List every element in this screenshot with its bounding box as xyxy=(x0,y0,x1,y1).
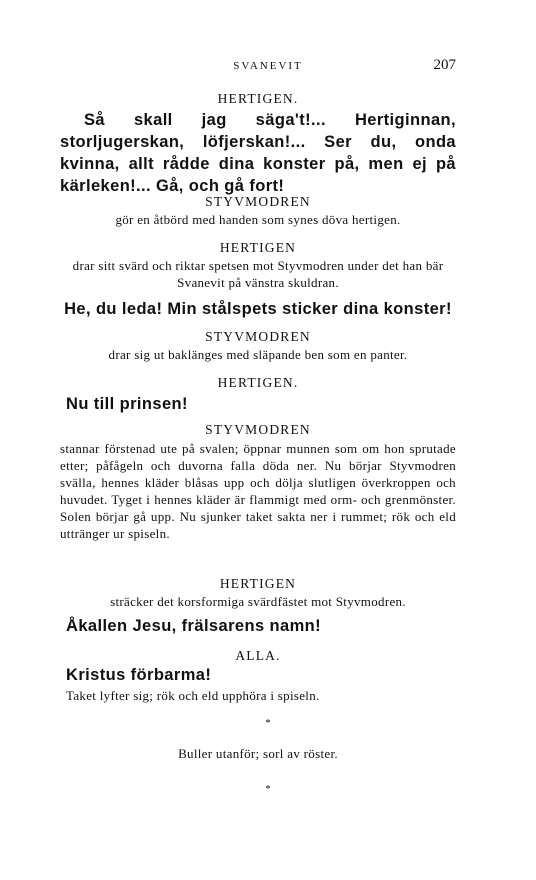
speech-alla: Kristus förbarma! xyxy=(66,666,212,684)
speaker-hertigen-1: HERTIGEN. xyxy=(217,91,299,106)
stage-direction-6: Taket lyfter sig; rök och eld upphöra i spiseln. xyxy=(66,688,320,703)
speaker-hertigen-4: HERTIGEN xyxy=(219,576,297,591)
stage-direction-5: sträcker det korsformiga svärdfästet mot Styvmodren. xyxy=(110,594,406,609)
speaker-hertigen-3: HERTIGEN. xyxy=(217,375,299,390)
speech-hertigen-3: Nu till prinsen! xyxy=(66,395,188,413)
speaker-alla: ALLA. xyxy=(235,648,281,663)
running-head: SVANEVIT xyxy=(233,60,303,72)
speaker-styvmodren-2: STYVMODREN xyxy=(205,329,311,344)
page-number: 207 xyxy=(433,57,456,73)
speech-hertigen-2: He, du leda! Min stålspets sticker dina konster! xyxy=(64,300,452,318)
stage-direction-3: drar sig ut baklänges med släpande ben som en panter. xyxy=(108,347,408,362)
stage-direction-7: Buller utanför; sorl av röster. xyxy=(178,746,338,761)
speech-hertigen-4: Åkallen Jesu, frälsarens namn! xyxy=(66,617,322,635)
stage-direction-2: drar sitt svärd och riktar spetsen mot Styvmodren under det han bär Svanevit på vänstra skuldran. xyxy=(72,258,444,290)
stage-direction-1: gör en åtbörd med handen som synes döva hertigen. xyxy=(115,212,401,227)
speaker-styvmodren-3: STYVMODREN xyxy=(205,422,311,437)
speaker-styvmodren-1: STYVMODREN xyxy=(205,194,311,209)
speaker-hertigen-2: HERTIGEN xyxy=(219,240,297,255)
speech-hertigen-1: Så skall jag säga't!... Hertiginnan, storljugerskan, löfjerskan!... Ser du, onda kvinna, allt rådde dina konster på, men ej på kärleken!... Gå, och gå fort! xyxy=(60,111,456,195)
stage-direction-4: stannar förstenad ute på svalen; öppnar munnen som om hon sprutade etter; påfågeln och duvorna falla döda ner. Nu börjar Styvmodren svälla, hennes kläder blåsas upp och dölja slutligen överkroppen och huvudet. Tyget i hennes kläder är flammigt med orm- och grenmönster. Solen börjar gå upp. Nu sjunker taket sakta ner i rummet; rök och eld uttränger ur spiseln. xyxy=(60,441,456,541)
scene-separator-2: * xyxy=(265,783,271,795)
scene-separator-1: * xyxy=(265,717,271,729)
